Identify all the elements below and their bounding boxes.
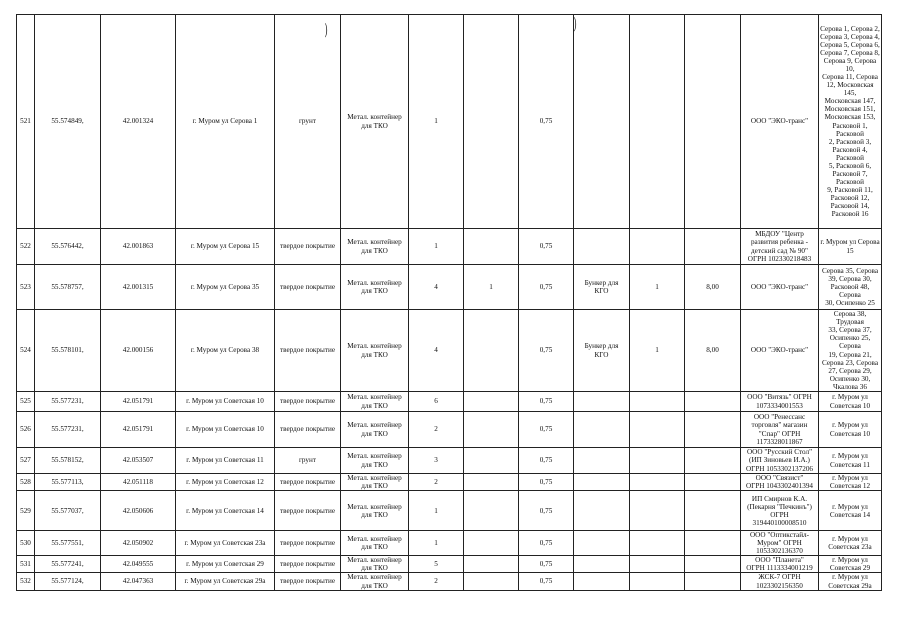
bunker-type-cell [574,556,630,573]
longitude-cell: 42.000156 [101,310,176,392]
container-volume-cell: 0,75 [519,229,574,265]
container-volume-cell: 0,75 [519,265,574,310]
table-row [17,531,882,556]
longitude-cell: 42.051791 [101,412,176,448]
address-cell: г. Муром ул Советская 10 [176,412,275,448]
waste-sources-cell: г. Муром ул Советская 14 [819,491,882,531]
row-number-cell: 531 [17,556,35,573]
planned-count-cell [464,531,519,556]
bunker-type-cell [574,573,630,590]
container-volume-cell: 0,75 [519,474,574,491]
container-count-cell: 1 [409,229,464,265]
address-cell: г. Муром ул Советская 11 [176,448,275,474]
waste-sources-cell: г. Муром ул Советская 29 [819,556,882,573]
bunker-count-cell [630,491,685,531]
container-type-cell: Метал. контейнер для ТКО [341,474,409,491]
waste-sources-cell: г. Муром ул Советская 10 [819,392,882,412]
table-row [17,15,882,229]
container-type-cell: Метал. контейнер для ТКО [341,448,409,474]
waste-sources-cell: Серова 38, Трудовая 33, Серова 37, Осипенко 25, Серова 19, Серова 21, Серова 23, Серова 27, Серова 29, Осипенко 30, Чкалова 36 [819,310,882,392]
container-type-cell: Метал. контейнер для ТКО [341,265,409,310]
bunker-type-cell [574,491,630,531]
owner-cell: ООО "Русский Стол" (ИП Зиновьев И.А.) ОГРН 1053302137206 [741,448,819,474]
latitude-cell: 55.577037, [35,491,101,531]
table-row [17,310,882,392]
waste-sources-cell: г. Муром ул Серова 15 [819,229,882,265]
bunker-count-cell [630,573,685,590]
punch-hole-mark: ) [573,14,577,33]
waste-sources-cell: г. Муром ул Советская 23а [819,531,882,556]
waste-sites-table [16,14,882,591]
planned-count-cell [464,15,519,229]
surface-type-cell: твердое покрытие [275,491,341,531]
latitude-cell: 55.577231, [35,412,101,448]
planned-count-cell [464,392,519,412]
row-number-cell: 528 [17,474,35,491]
container-count-cell: 2 [409,573,464,590]
container-type-cell: Метал. контейнер для ТКО [341,531,409,556]
container-type-cell: Метал. контейнер для ТКО [341,491,409,531]
bunker-volume-cell [685,474,741,491]
bunker-count-cell [630,474,685,491]
container-volume-cell: 0,75 [519,15,574,229]
container-count-cell: 1 [409,491,464,531]
container-count-cell: 5 [409,556,464,573]
container-volume-cell: 0,75 [519,556,574,573]
surface-type-cell: твердое покрытие [275,392,341,412]
surface-type-cell: твердое покрытие [275,573,341,590]
longitude-cell: 42.047363 [101,573,176,590]
latitude-cell: 55.578152, [35,448,101,474]
surface-type-cell: грунт [275,448,341,474]
container-type-cell: Метал. контейнер для ТКО [341,412,409,448]
table-row [17,448,882,474]
longitude-cell: 42.049555 [101,556,176,573]
bunker-type-cell [574,474,630,491]
waste-sources-cell: г. Муром ул Советская 11 [819,448,882,474]
bunker-volume-cell [685,448,741,474]
address-cell: г. Муром ул Серова 38 [176,310,275,392]
surface-type-cell: грунт [275,15,341,229]
container-type-cell: Метал. контейнер для ТКО [341,310,409,392]
latitude-cell: 55.576442, [35,229,101,265]
owner-cell: ООО "Связист" ОГРН 1043302401394 [741,474,819,491]
row-number-cell: 529 [17,491,35,531]
surface-type-cell: твердое покрытие [275,310,341,392]
latitude-cell: 55.577241, [35,556,101,573]
surface-type-cell: твердое покрытие [275,229,341,265]
address-cell: г. Муром ул Серова 15 [176,229,275,265]
container-volume-cell: 0,75 [519,448,574,474]
latitude-cell: 55.577231, [35,392,101,412]
row-number-cell: 530 [17,531,35,556]
planned-count-cell [464,229,519,265]
address-cell: г. Муром ул Советская 23а [176,531,275,556]
address-cell: г. Муром ул Советская 29 [176,556,275,573]
longitude-cell: 42.050902 [101,531,176,556]
bunker-volume-cell [685,573,741,590]
row-number-cell: 525 [17,392,35,412]
container-count-cell: 1 [409,531,464,556]
container-type-cell: Метал. контейнер для ТКО [341,392,409,412]
bunker-count-cell [630,412,685,448]
bunker-count-cell: 1 [630,310,685,392]
owner-cell: МБДОУ "Центр развития ребенка - детский сад № 90" ОГРН 102330218483 [741,229,819,265]
container-type-cell: Метал. контейнер для ТКО [341,556,409,573]
bunker-volume-cell: 8,00 [685,310,741,392]
bunker-volume-cell [685,491,741,531]
container-volume-cell: 0,75 [519,412,574,448]
latitude-cell: 55.578757, [35,265,101,310]
bunker-type-cell [574,531,630,556]
latitude-cell: 55.574849, [35,15,101,229]
owner-cell: ИП Смирнов К.А. (Пекарня "Печкинъ") ОГРН 319440100008510 [741,491,819,531]
planned-count-cell [464,448,519,474]
latitude-cell: 55.577551, [35,531,101,556]
container-count-cell: 1 [409,15,464,229]
table-row [17,474,882,491]
row-number-cell: 524 [17,310,35,392]
bunker-type-cell: Бункер для КГО [574,310,630,392]
bunker-count-cell: 1 [630,265,685,310]
table-row [17,392,882,412]
table-row [17,265,882,310]
container-type-cell: Метал. контейнер для ТКО [341,15,409,229]
container-volume-cell: 0,75 [519,573,574,590]
bunker-volume-cell [685,229,741,265]
address-cell: г. Муром ул Советская 10 [176,392,275,412]
planned-count-cell: 1 [464,265,519,310]
longitude-cell: 42.001863 [101,229,176,265]
row-number-cell: 523 [17,265,35,310]
longitude-cell: 42.051118 [101,474,176,491]
latitude-cell: 55.578101, [35,310,101,392]
container-count-cell: 4 [409,265,464,310]
surface-type-cell: твердое покрытие [275,556,341,573]
surface-type-cell: твердое покрытие [275,412,341,448]
row-number-cell: 526 [17,412,35,448]
document-page [16,14,882,591]
bunker-volume-cell [685,556,741,573]
row-number-cell: 522 [17,229,35,265]
table-body [17,15,882,591]
container-type-cell: Метал. контейнер для ТКО [341,229,409,265]
container-count-cell: 2 [409,474,464,491]
waste-sources-cell: Серова 35, Серова 39, Серова 30, Расковой 48, Серова 30, Осипенко 25 [819,265,882,310]
surface-type-cell: твердое покрытие [275,474,341,491]
bunker-count-cell [630,448,685,474]
planned-count-cell [464,491,519,531]
address-cell: г. Муром ул Серова 35 [176,265,275,310]
owner-cell: ООО "Планета" ОГРН 1113334001219 [741,556,819,573]
row-number-cell: 521 [17,15,35,229]
bunker-volume-cell [685,412,741,448]
waste-sources-cell: Серова 1, Серова 2, Серова 3, Серова 4, Серова 5, Серова 6, Серова 7, Серова 8, Серова 9, Серова 10, Серова 11, Серова 12, Московская 145, Московская 147, Московская 151, Московская 153, Расковой 1, Расковой 2, Расковой 3, Расковой 4, Расковой 5, Расковой 6, Расковой 7, Расковой 9, Расковой 11, Расковой 12, Расковой 14, Расковой 16 [819,15,882,229]
owner-cell: ООО "ЭКО-транс" [741,310,819,392]
bunker-count-cell [630,15,685,229]
bunker-type-cell: Бункер для КГО [574,265,630,310]
bunker-volume-cell [685,531,741,556]
bunker-volume-cell: 8,00 [685,265,741,310]
bunker-count-cell [630,531,685,556]
waste-sources-cell: г. Муром ул Советская 29а [819,573,882,590]
longitude-cell: 42.053507 [101,448,176,474]
bunker-volume-cell [685,15,741,229]
owner-cell: ООО "ЭКО-транс" [741,15,819,229]
latitude-cell: 55.577124, [35,573,101,590]
table-row [17,491,882,531]
longitude-cell: 42.051791 [101,392,176,412]
owner-cell: ООО "Витязь" ОГРН 1073334001553 [741,392,819,412]
planned-count-cell [464,412,519,448]
punch-hole-mark: ) [324,20,328,39]
container-volume-cell: 0,75 [519,531,574,556]
planned-count-cell [464,573,519,590]
bunker-type-cell [574,15,630,229]
owner-cell: ЖСК-7 ОГРН 1023302156350 [741,573,819,590]
longitude-cell: 42.050606 [101,491,176,531]
owner-cell: ООО "Оптикстайл- Муром" ОГРН 1053302136370 [741,531,819,556]
address-cell: г. Муром ул Советская 14 [176,491,275,531]
container-count-cell: 4 [409,310,464,392]
longitude-cell: 42.001324 [101,15,176,229]
surface-type-cell: твердое покрытие [275,265,341,310]
bunker-type-cell [574,229,630,265]
table-row [17,229,882,265]
row-number-cell: 527 [17,448,35,474]
address-cell: г. Муром ул Советская 29а [176,573,275,590]
container-volume-cell: 0,75 [519,392,574,412]
latitude-cell: 55.577113, [35,474,101,491]
address-cell: г. Муром ул Советская 12 [176,474,275,491]
waste-sources-cell: г. Муром ул Советская 12 [819,474,882,491]
bunker-count-cell [630,556,685,573]
container-count-cell: 6 [409,392,464,412]
address-cell: г. Муром ул Серова 1 [176,15,275,229]
bunker-count-cell [630,392,685,412]
planned-count-cell [464,556,519,573]
container-volume-cell: 0,75 [519,491,574,531]
container-type-cell: Метал. контейнер для ТКО [341,573,409,590]
waste-sources-cell: г. Муром ул Советская 10 [819,412,882,448]
planned-count-cell [464,310,519,392]
row-number-cell: 532 [17,573,35,590]
owner-cell: ООО "ЭКО-транс" [741,265,819,310]
longitude-cell: 42.001315 [101,265,176,310]
table-row [17,556,882,573]
bunker-count-cell [630,229,685,265]
owner-cell: ООО "Ренессанс торговля" магазин "Спар" ОГРН 1173328011867 [741,412,819,448]
table-row [17,412,882,448]
surface-type-cell: твердое покрытие [275,531,341,556]
container-count-cell: 3 [409,448,464,474]
bunker-type-cell [574,448,630,474]
bunker-type-cell [574,412,630,448]
planned-count-cell [464,474,519,491]
table-row [17,573,882,590]
container-volume-cell: 0,75 [519,310,574,392]
bunker-volume-cell [685,392,741,412]
bunker-type-cell [574,392,630,412]
container-count-cell: 2 [409,412,464,448]
